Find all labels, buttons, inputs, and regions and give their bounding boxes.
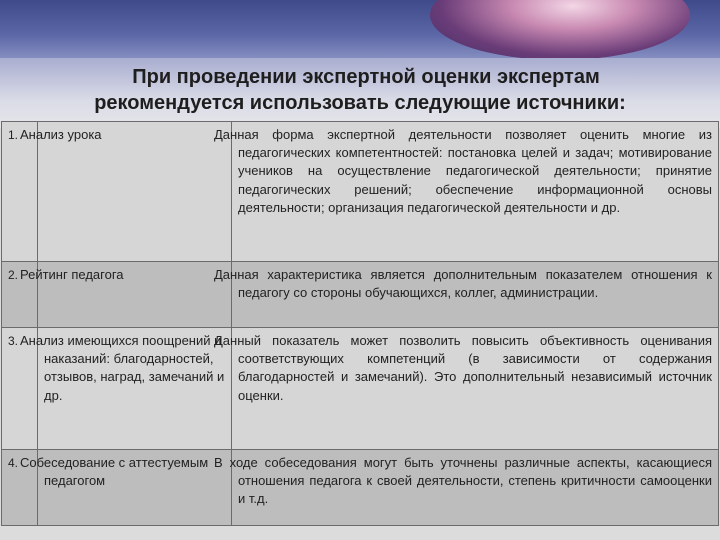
source-description: Данная характеристика является дополнительным показателем отношения к педагогу со стороны обучающихся, коллег, администрации. bbox=[232, 262, 719, 328]
table-row bbox=[2, 262, 719, 328]
table-row bbox=[2, 450, 719, 526]
table-row bbox=[2, 122, 719, 262]
source-name: Рейтинг педагога bbox=[38, 262, 232, 328]
table-row bbox=[2, 328, 719, 450]
row-number: 3. bbox=[2, 328, 38, 450]
source-description: Данный показатель может позволить повысить объективность оценивания соответствующих компетенций (в зависимости от содержания благодарностей и замечаний). Это дополнительный независимый источник оценки. bbox=[232, 328, 719, 450]
source-name: Анализ урока bbox=[38, 122, 232, 262]
row-number: 1. bbox=[2, 122, 38, 262]
source-name: Анализ имеющихся поощрений и наказаний: благодарностей, отзывов, наград, замечаний и др. bbox=[38, 328, 232, 450]
source-description: Данная форма экспертной деятельности позволяет оценить многие из педагогических компетентностей: постановка целей и задач; мотивирование учеников на осуществление педагогической деятельности; принятие педагогических решений; обеспечение информационной основы деятельности; организация педагогической деятельности и др. bbox=[232, 122, 719, 262]
row-number: 2. bbox=[2, 262, 38, 328]
sources-table bbox=[1, 121, 719, 526]
slide-title-line-1: При проведении экспертной оценки экспертам bbox=[132, 66, 600, 88]
source-description: В ходе собеседования могут быть уточнены различные аспекты, касающиеся отношения педагога к своей деятельности, степень критичности самооценки и т.д. bbox=[232, 450, 719, 526]
source-name: Собеседование с аттестуемым педагогом bbox=[38, 450, 232, 526]
row-number: 4. bbox=[2, 450, 38, 526]
slide-title bbox=[0, 64, 720, 116]
slide-title-line-2: рекомендуется использовать следующие источники: bbox=[94, 92, 626, 114]
